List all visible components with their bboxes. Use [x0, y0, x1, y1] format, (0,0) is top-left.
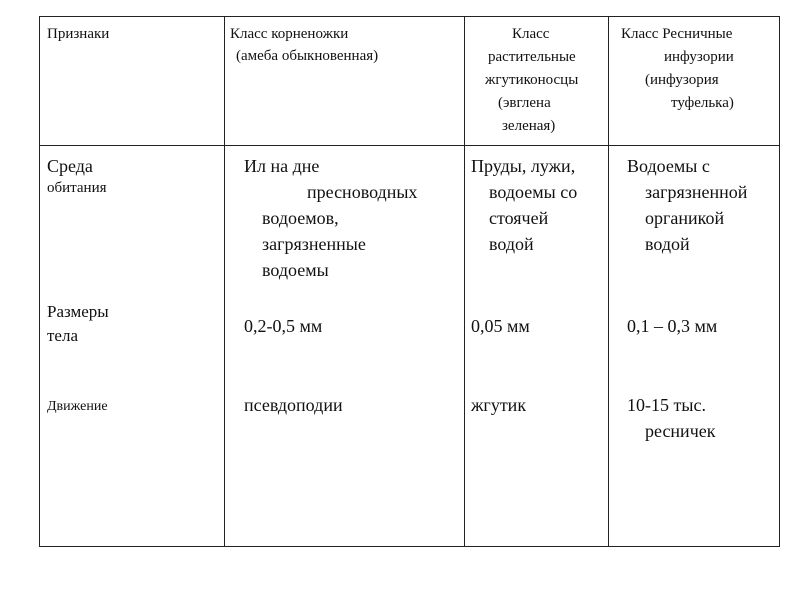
header-infusoria-line3: (инфузория — [645, 72, 719, 88]
header-euglena-line3: жгутиконосцы — [485, 72, 579, 88]
amoeba-habitat-line4: загрязненные — [262, 234, 366, 254]
label-size-line2: тела — [47, 326, 79, 345]
euglena-size: 0,05 мм — [471, 316, 530, 336]
header-divider — [40, 145, 779, 146]
amoeba-habitat-line2: пресноводных — [307, 182, 418, 202]
euglena-habitat-line3: стоячей — [489, 208, 549, 228]
euglena-habitat-line2: водоемы со — [489, 182, 578, 202]
infusoria-movement-line1: 10-15 тыс. — [627, 395, 706, 415]
header-features: Признаки — [47, 26, 110, 42]
euglena-habitat-line4: водой — [489, 234, 534, 254]
column-divider — [608, 17, 609, 546]
header-infusoria-line2: инфузории — [664, 49, 734, 65]
label-habitat-line1: Среда — [47, 156, 93, 176]
header-euglena-line1: Класс — [512, 26, 550, 42]
amoeba-habitat-line3: водоемов, — [262, 208, 339, 228]
amoeba-habitat-line5: водоемы — [262, 260, 329, 280]
header-euglena-line2: растительные — [488, 49, 576, 65]
label-size-line1: Размеры — [47, 302, 109, 321]
header-amoeba-line2: (амеба обыкновенная) — [236, 48, 379, 64]
label-habitat-line2: обитания — [47, 180, 107, 196]
infusoria-movement-line2: ресничек — [645, 421, 716, 441]
infusoria-habitat-line2: загрязненной — [645, 182, 748, 202]
euglena-habitat-line1: Пруды, лужи, — [471, 156, 576, 176]
header-euglena-line5: зеленая) — [502, 118, 556, 134]
header-amoeba-line1: Класс корненожки — [230, 26, 349, 42]
amoeba-size: 0,2-0,5 мм — [244, 316, 323, 336]
infusoria-habitat-line4: водой — [645, 234, 690, 254]
header-infusoria-line4: туфелька) — [671, 95, 734, 111]
column-divider — [224, 17, 225, 546]
euglena-movement: жгутик — [471, 395, 527, 415]
label-movement: Движение — [47, 399, 108, 414]
amoeba-movement: псевдоподии — [244, 395, 343, 415]
column-divider — [464, 17, 465, 546]
header-infusoria-line1: Класс Ресничные — [621, 26, 733, 42]
amoeba-habitat-line1: Ил на дне — [244, 156, 320, 176]
infusoria-size: 0,1 – 0,3 мм — [627, 316, 718, 336]
infusoria-habitat-line3: органикой — [645, 208, 725, 228]
infusoria-habitat-line1: Водоемы с — [627, 156, 710, 176]
header-euglena-line4: (эвглена — [498, 95, 551, 111]
comparison-table — [39, 16, 780, 547]
